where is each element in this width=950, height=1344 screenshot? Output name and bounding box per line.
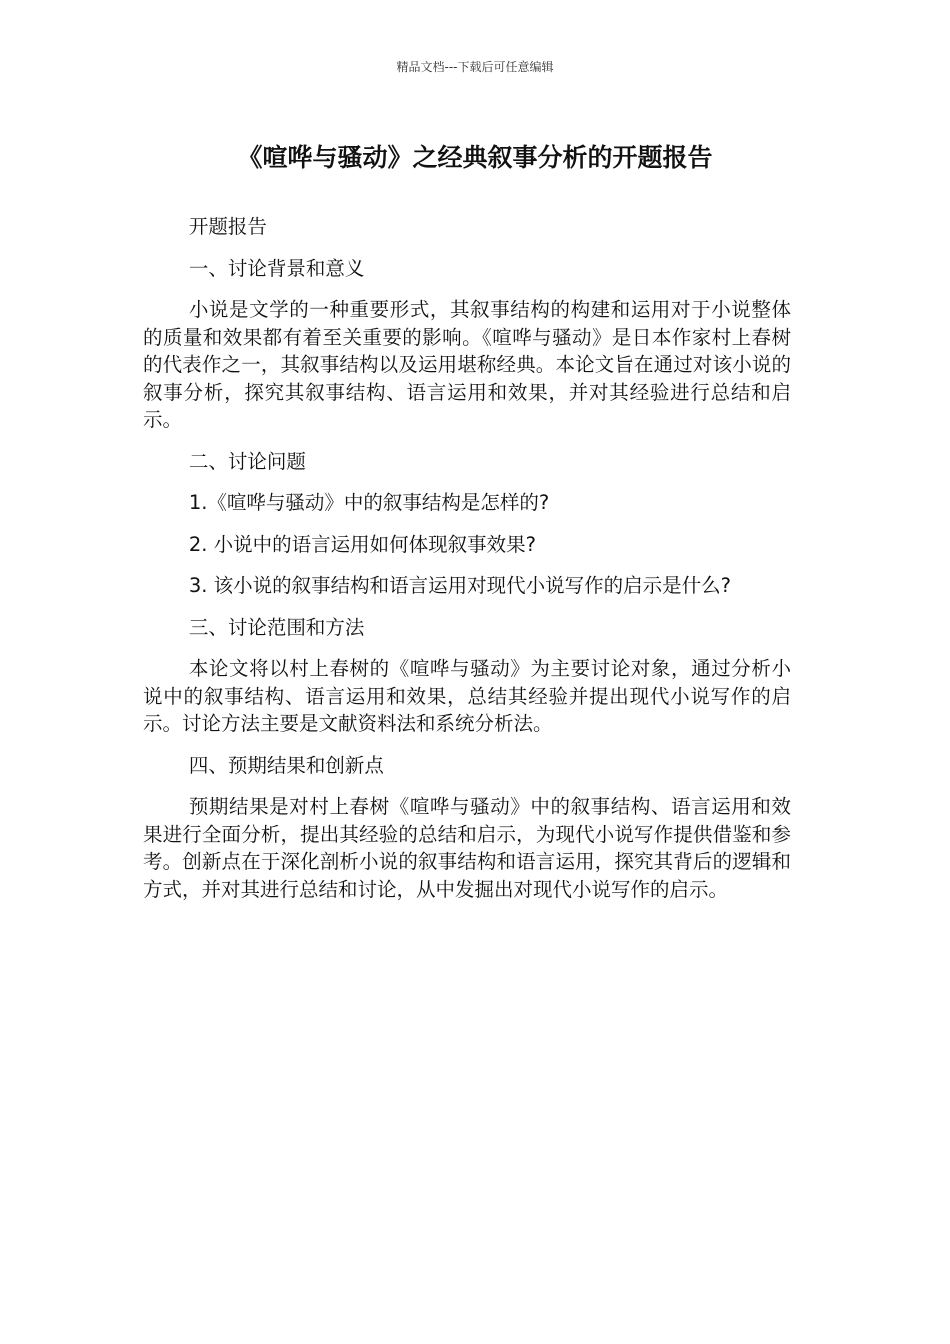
section-heading-scope: 三、讨论范围和方法 [188,615,365,639]
report-label: 开题报告 [188,215,267,238]
question-item-3: 3. 该小说的叙事结构和语言运用对现代小说写作的启示是什么? [188,574,731,597]
document-title: 《喧哗与骚动》之经典叙事分析的开题报告 [237,143,713,172]
document-body [143,213,791,917]
section-heading-questions: 二、讨论问题 [188,449,306,473]
header-note: 精品文档---下载后可任意编辑 [396,60,554,74]
question-item-1: 1.《喧哗与骚动》中的叙事结构是怎样的? [188,491,550,514]
question-item-2: 2. 小说中的语言运用如何体现叙事效果? [188,532,536,556]
section-heading-background: 一、讨论背景和意义 [188,256,365,280]
section-body-results: 预期结果是对村上春树《喧哗与骚动》中的叙事结构、语言运用和效果进行全面分析，提出其经验的总结和启示，为现代小说写作提供借鉴和参考。创新点在于深化剖析小说的叙事结构和语言运用，探究其背后的逻辑和方式，并对其进行总结和讨论，从中发掘出对现代小说写作的启示。 [143,795,791,901]
section-heading-results: 四、预期结果和创新点 [188,753,384,777]
section-body-background: 小说是文学的一种重要形式，其叙事结构的构建和运用对于小说整体的质量和效果都有着至关重要的影响。《喧哗与骚动》是日本作家村上春树的代表作之一，其叙事结构以及运用堪称经典。本论文旨在通过对该小说的叙事分析，探究其叙事结构、语言运用和效果，并对其经验进行总结和启示。 [143,298,791,431]
section-body-scope: 本论文将以村上春树的《喧哗与骚动》为主要讨论对象，通过分析小说中的叙事结构、语言运用和效果，总结其经验并提出现代小说写作的启示。讨论方法主要是文献资料法和系统分析法。 [143,657,791,735]
